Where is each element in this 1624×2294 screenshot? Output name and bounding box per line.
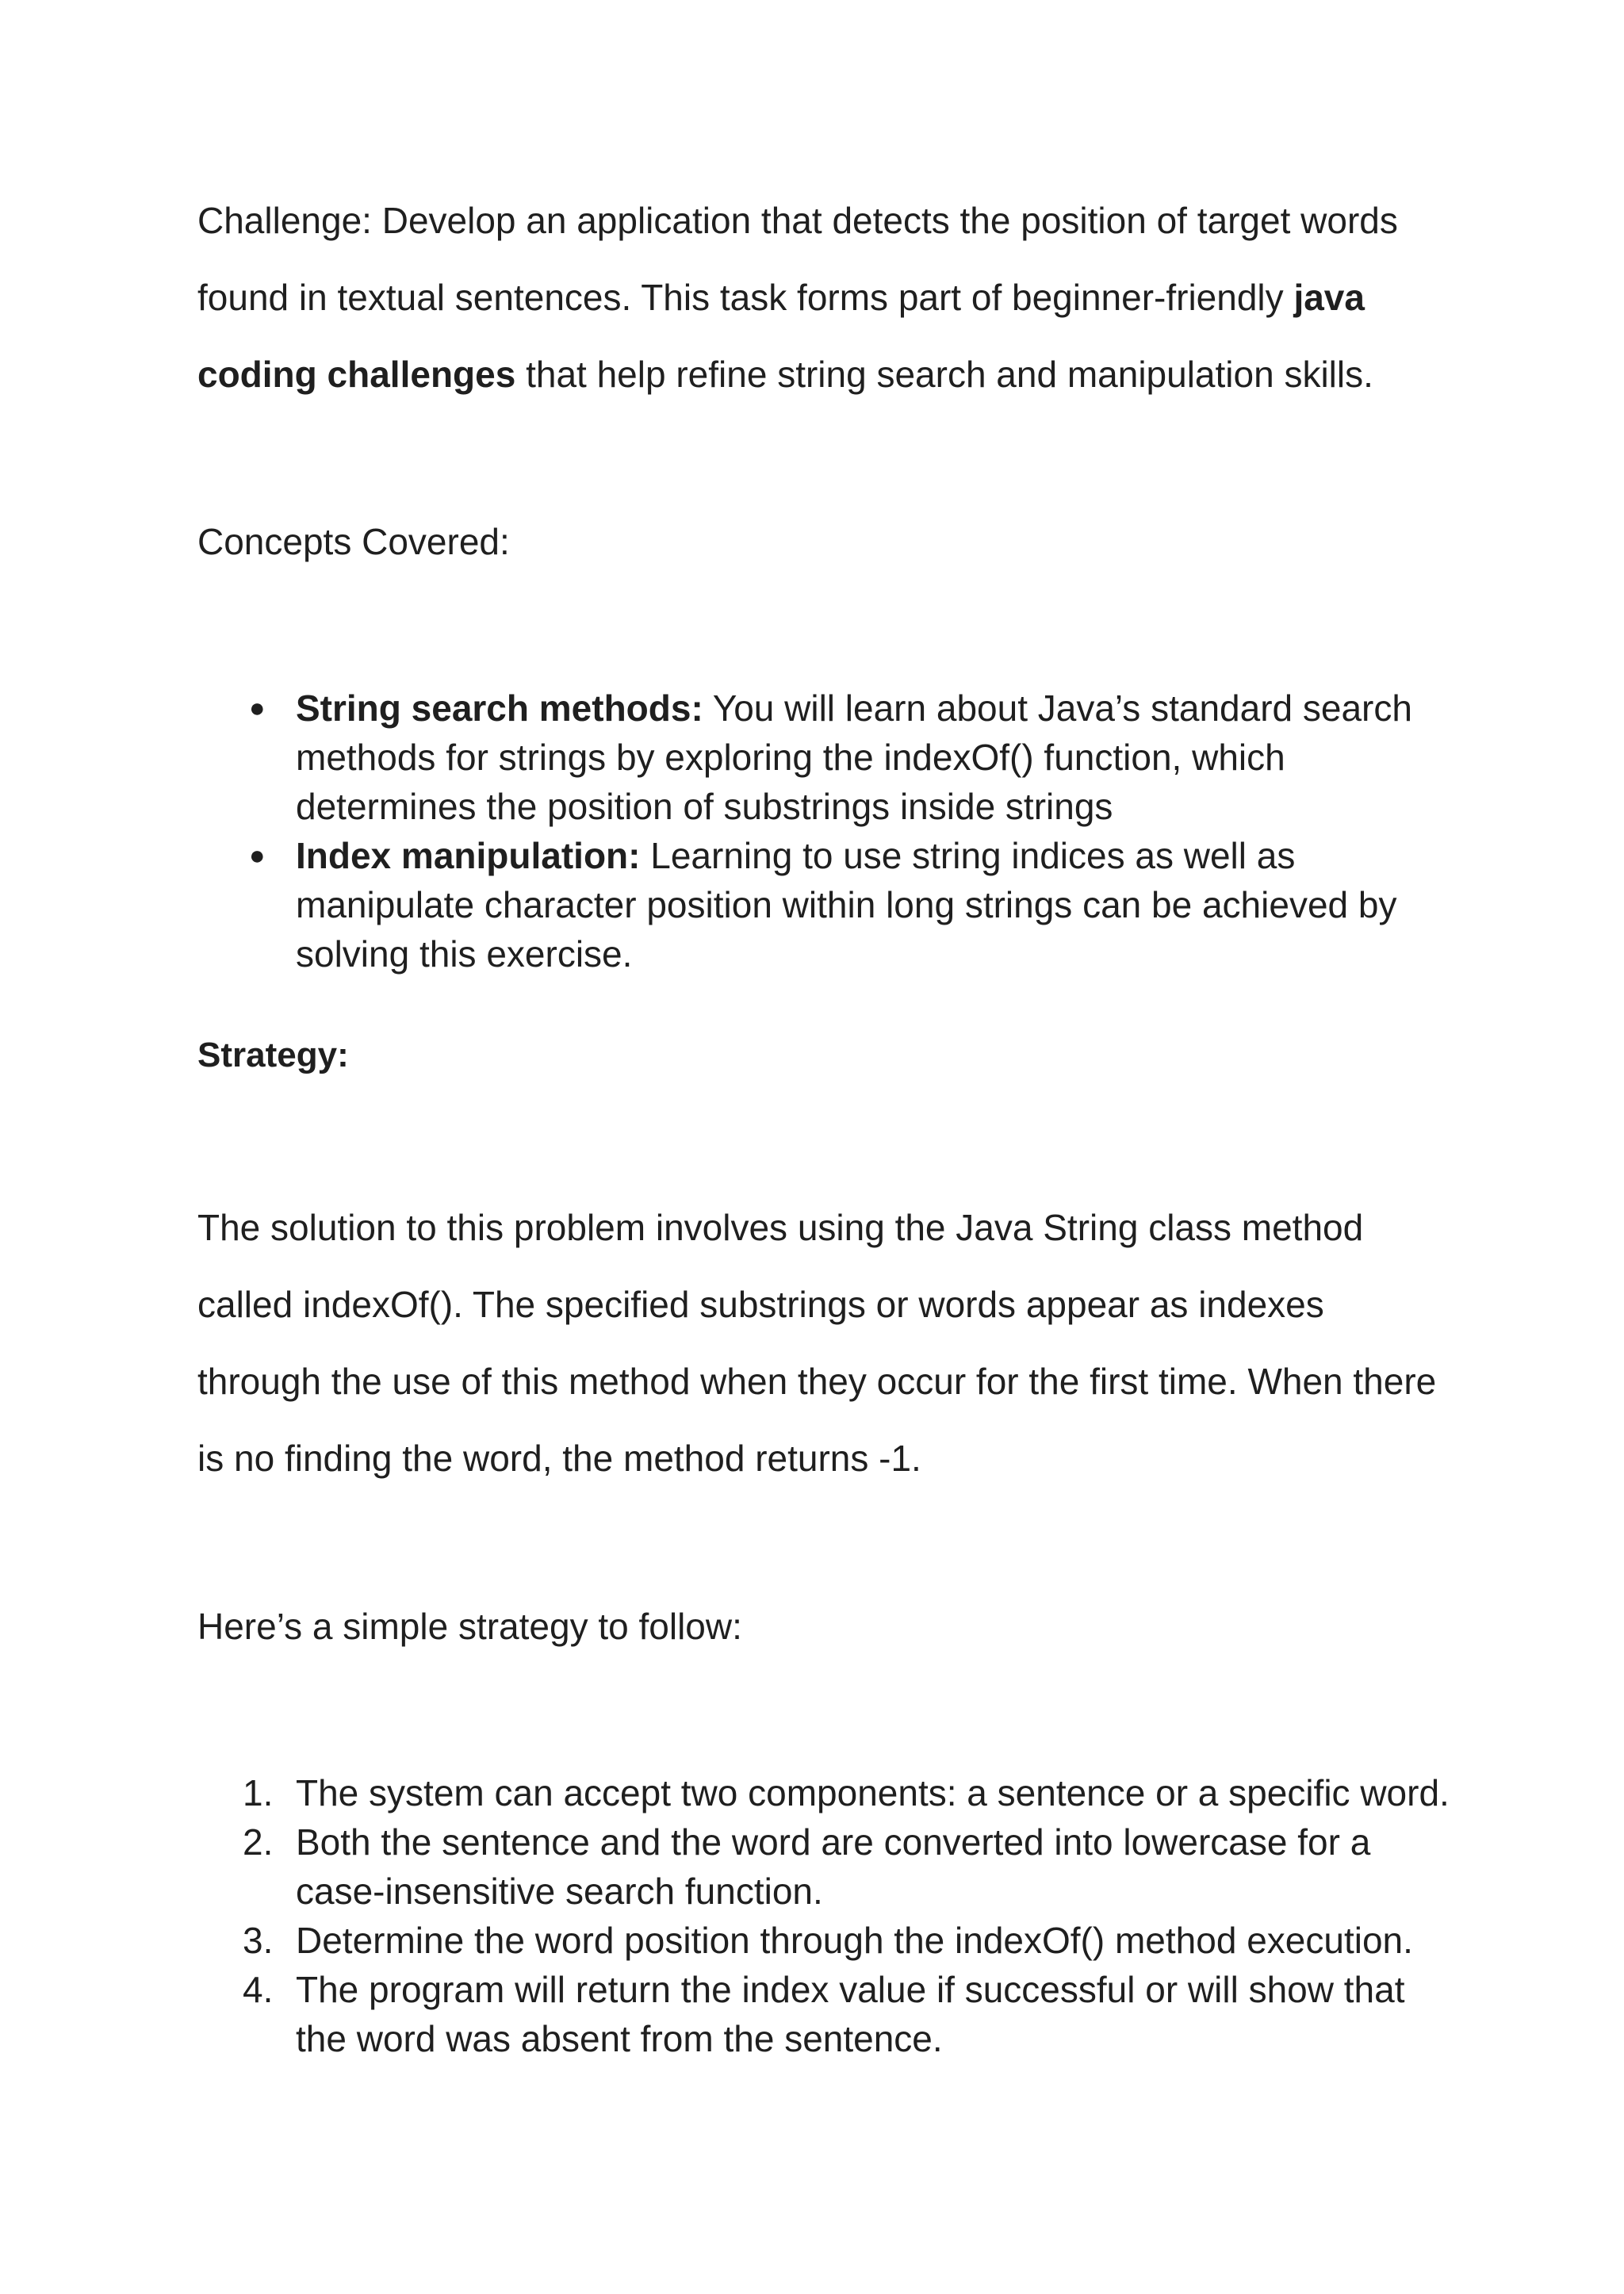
list-item: [197, 1916, 1450, 1965]
list-item: [197, 1817, 1450, 1916]
step-number: 3.: [243, 1920, 274, 1961]
list-item: [197, 831, 1450, 978]
list-item: [197, 1965, 1450, 2063]
concept-text: You will learn about Java’s standard search methods for strings by exploring the indexOf() function, which determines the position of substrings inside strings: [296, 687, 1412, 827]
step-number: 1.: [243, 1772, 274, 1813]
steps-list: [197, 1768, 1450, 2063]
concept-term: Index manipulation:: [296, 835, 641, 876]
challenge-paragraph: [197, 182, 1442, 413]
step-number: 2.: [243, 1821, 274, 1863]
strategy-intro: Here’s a simple strategy to follow:: [197, 1606, 742, 1647]
challenge-bold-keyword: java coding challenges: [197, 277, 1365, 395]
step-number: 4.: [243, 1969, 274, 2010]
challenge-text: Challenge: Develop an application that detects the position of target words found in textual sentences. This task forms part of beginner-friendly: [197, 200, 1398, 318]
step-text: Both the sentence and the word are converted into lowercase for a case-insensitive search function.: [296, 1821, 1371, 1912]
strategy-heading: Strategy:: [197, 1036, 349, 1074]
step-text: The system can accept two components: a sentence or a specific word.: [296, 1772, 1450, 1813]
step-text: Determine the word position through the indexOf() method execution.: [296, 1920, 1413, 1961]
concept-text: Learning to use string indices as well as manipulate character position within long strings can be achieved by solving this exercise.: [296, 835, 1397, 975]
concepts-heading: Concepts Covered:: [197, 521, 510, 562]
list-item: [197, 684, 1450, 831]
challenge-text-end: that help refine string search and manipulation skills.: [515, 354, 1373, 395]
step-text: The program will return the index value if successful or will show that the word was absent from the sentence.: [296, 1969, 1405, 2059]
solution-paragraph: The solution to this problem involves using the Java String class method called indexOf(). The specified substrings or words appear as indexes through the use of this method when they occur for the first time. When there is no finding the word, the method returns -1.: [197, 1207, 1437, 1479]
concept-term: String search methods:: [296, 687, 703, 729]
concepts-list: [197, 684, 1450, 978]
bullet-icon: ●: [249, 841, 266, 871]
bullet-icon: ●: [249, 693, 266, 723]
list-item: [197, 1768, 1450, 1817]
